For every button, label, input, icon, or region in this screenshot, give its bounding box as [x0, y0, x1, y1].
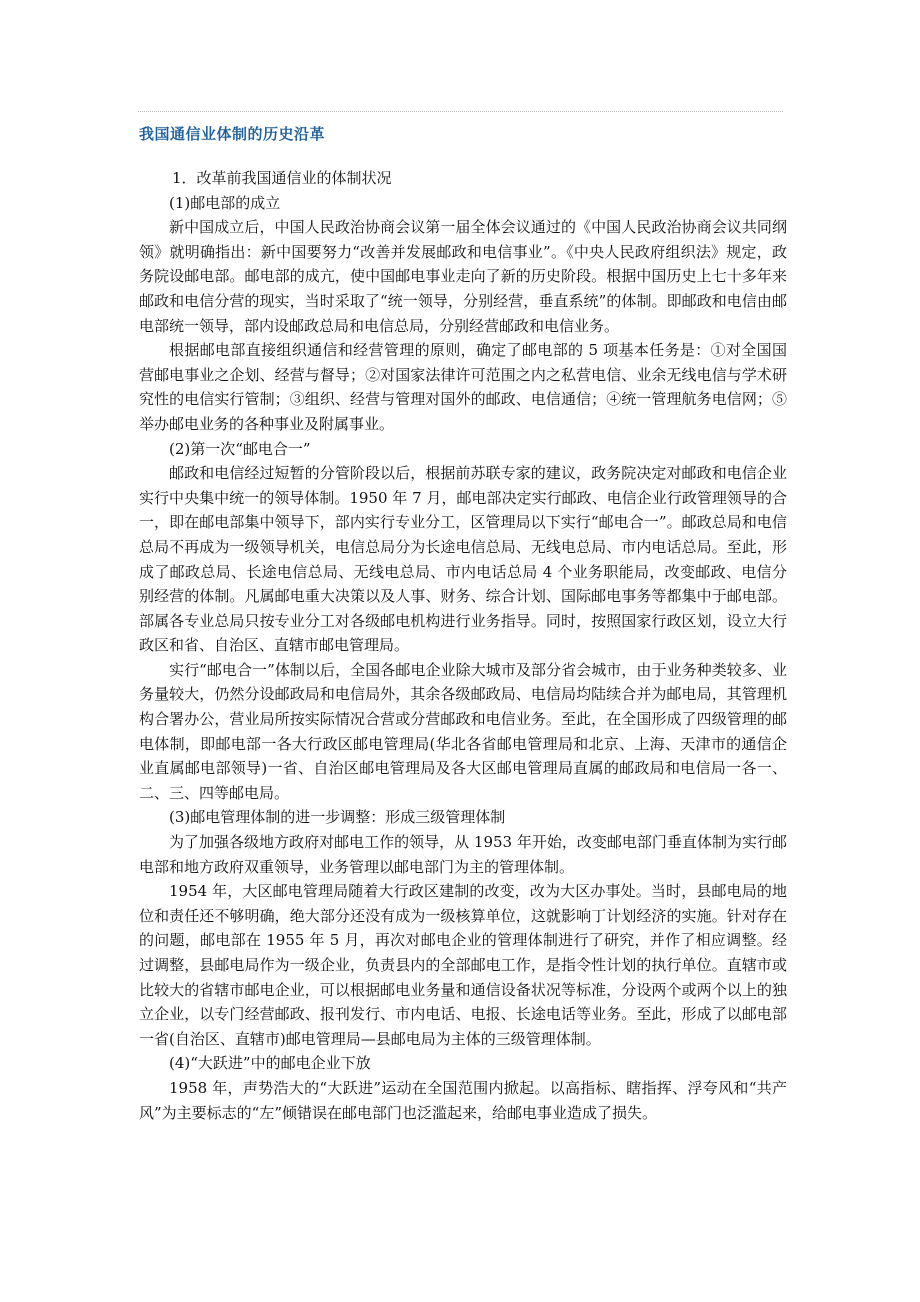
- subsection-heading: (1)邮电部的成立: [169, 193, 281, 212]
- subsection-heading: (4)“大跃进”中的邮电企业下放: [169, 1054, 371, 1073]
- paragraph: 根据邮电部直接组织通信和经营管理的原则，确定了邮电部的 5 项基本任务是：①对全国国营邮电事业之企划、经营与督导；②对国家法律许可范围之内之私营电信、业余无线电信与学术研究性的电信实行管制；③组织、经营与管理对国外的邮政、电信通信；④统一管理航务电信网；⑤举办邮电业务的各种事业及附属事业。: [139, 341, 787, 433]
- document-title: 我国通信业体制的历史沿革: [139, 125, 326, 143]
- header-divider: [138, 111, 783, 112]
- subsection-heading: (3)邮电管理体制的进一步调整：形成三级管理体制: [169, 808, 506, 827]
- paragraph: 1958 年，声势浩大的“大跃进”运动在全国范围内掀起。以高指标、瞎指挥、浮夸风和“共产风”为主要标志的“左”倾错误在邮电部门也泛滥起来，给邮电事业造成了损失。: [139, 1078, 787, 1122]
- section-heading: 1．改革前我国通信业的体制状况: [172, 169, 392, 187]
- paragraph: 为了加强各级地方政府对邮电工作的领导，从 1953 年开始，改变邮电部门垂直体制为实行邮电部和地方政府双重领导，业务管理以邮电部门为主的管理体制。: [139, 833, 787, 876]
- paragraph: 新中国成立后，中国人民政治协商会议第一届全体会议通过的《中国人民政治协商会议共同纲领》就明确指出：新中国要努力“改善并发展邮政和电信事业”。《中央人民政府组织法》规定，政务院设邮电部。邮电部的成亢，使中国邮电事业走向了新的历史阶段。根据中国历史上七十多年来邮政和电信分营的现实，当时采取了“统一领导，分别经营，垂直系统”的体制。即邮政和电信由邮电部统一领导，部内设邮政总局和电信总局，分别经营邮政和电信业务。: [139, 218, 787, 335]
- paragraph: 邮政和电信经过短暂的分管阶段以后，根据前苏联专家的建议，政务院决定对邮政和电信企业实行中央集中统一的领导体制。1950 年 7 月，邮电部决定实行邮政、电信企业行政管理领导的合一，即在邮电部集中领导下，部内实行专业分工，区管理局以下实行“邮电合一”。邮政总局和电信总局不再成为一级领导机关，电信总局分为长途电信总局、无线电总局、市内电话总局。至此，形成了邮政总局、长途电信总局、无线电总局、市内电话总局 4 个业务职能局，改变邮政、电信分别经营的体制。凡属邮电重大决策以及人事、财务、综合计划、国际邮电事务等都集中于邮电部。部属各专业总局只按专业分工对各级邮电机构进行业务指导。同时，按照国家行政区划，设立大行政区和省、自治区、直辖市邮电管理局。: [139, 464, 787, 655]
- subsection-heading: (2)第一次“邮电合一”: [169, 439, 311, 458]
- document-body: [139, 166, 787, 1125]
- paragraph: 1954 年，大区邮电管理局随着大行政区建制的改变，改为大区办事处。当时，县邮电局的地位和责任还不够明确，绝大部分还没有成为一级核算单位，这就影响丁计划经济的实施。针对存在的问题，邮电部在 1955 年 5 月，再次对邮电企业的管理体制进行了研究，并作了相应调整。经过调整，县邮电局作为一级企业，负责县内的全部邮电工作，是指令性计划的执行单位。直辖市或比较大的省辖市邮电企业，可以根据邮电业务量和通信设备状况等标准，分设两个或两个以上的独立企业，以专门经营邮政、报刊发行、市内电话、电报、长途电话等业务。至此，形成了以邮电部一省(自治区、直辖市)邮电管理局—县邮电局为主体的三级管理体制。: [139, 882, 787, 1048]
- paragraph: 实行“邮电合一”体制以后，全国各邮电企业除大城市及部分省会城市，由于业务种类较多、业务量较大，仍然分设邮政局和电信局外，其余各级邮政局、电信局均陆续合并为邮电局，其管理机构合署办公，营业局所按实际情况合营或分营邮政和电信业务。至此，在全国形成了四级管理的邮电体制，即邮电部一各大行政区邮电管理局(华北各省邮电管理局和北京、上海、天津市的通信企业直属邮电部领导)一省、自治区邮电管理局及各大区邮电管理局直属的邮政局和电信局一各一、二、三、四等邮电局。: [139, 660, 787, 802]
